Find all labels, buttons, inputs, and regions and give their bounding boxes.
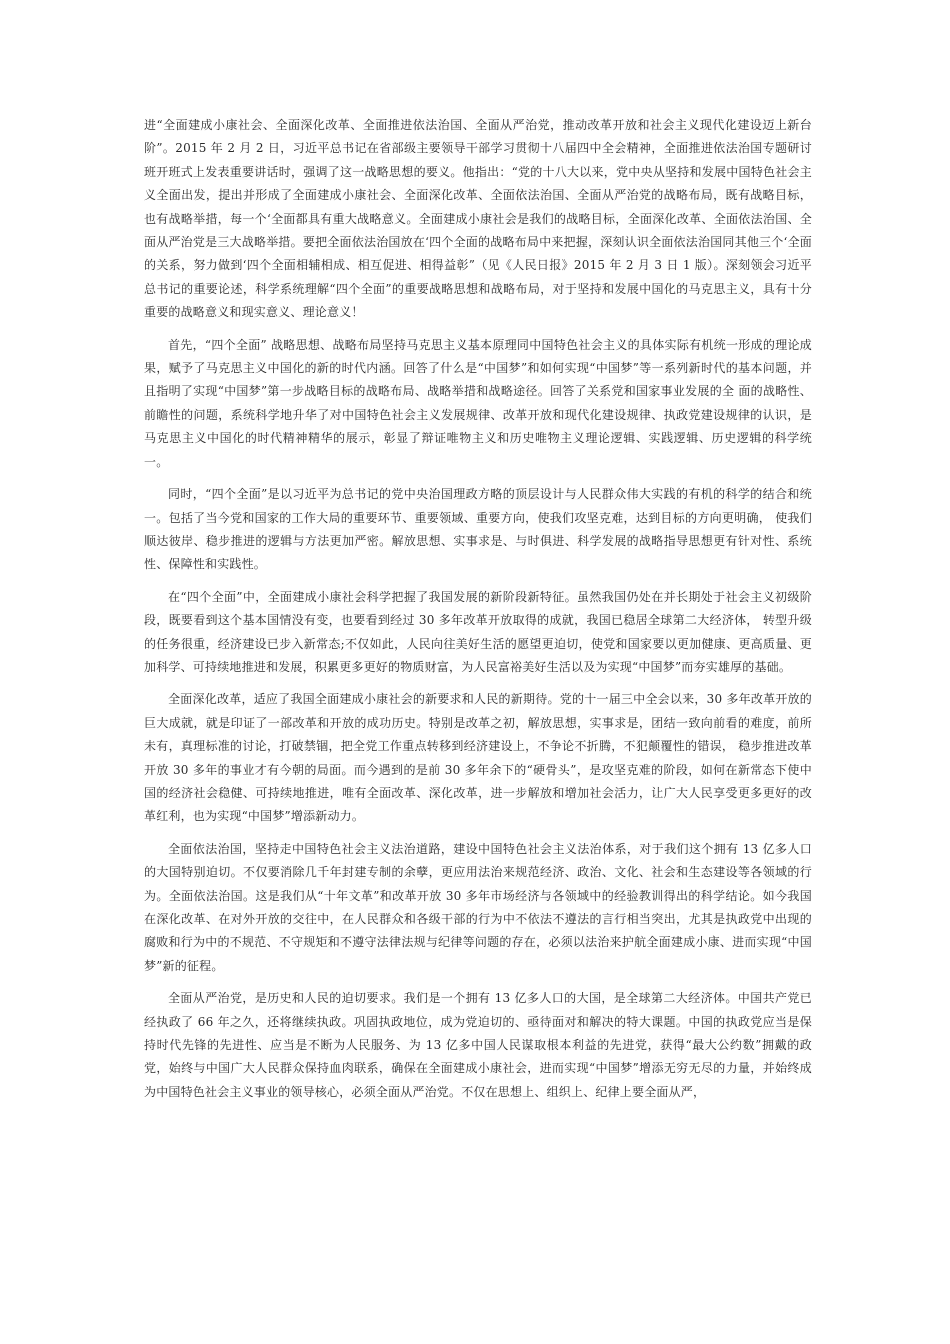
- paragraph-party-governance: 全面从严治党，是历史和人民的迫切要求。我们是一个拥有 13 亿多人口的大国，是全球第二大经济体。中国共产党已经执政了 66 年之久，还将继续执政。巩固执政地位，成为党迫切的、亟待面对和解决的特大课题。中国的执政党应当是保持时代先锋的先进性、应当是不断为人民服务、为 13 亿多中国人民谋取根本利益的先进党，获得“最大公约数”拥戴的政党，始终与中国广大人民群众保持血肉联系，确保在全面建成小康社会，进而实现“中国梦”增添无穷无尽的力量，并始终成为中国特色社会主义事业的领导核心，必须全面从严治党。不仅在思想上、组织上、纪律上要全面从严，: [144, 991, 812, 1099]
- paragraph-first-point: 首先，“四个全面” 战略思想、战略布局坚持马克思主义基本原理同中国特色社会主义的具体实际有机统一形成的理论成果，赋予了马克思主义中国化的新的时代内涵。回答了什么是“中国梦”和如何实现“中国梦”等一系列新时代的基本问题，并且指明了实现“中国梦”第一步战略目标的战略布局、战略举措和战略途径。回答了关系党和国家事业发展的全 面的战略性、前瞻性的问题，系统科学地升华了对中国特色社会主义发展规律、改革开放和现代化建设规律、执政党建设规律的认识，是马克思主义中国化的时代精神精华的展示，彰显了辩证唯物主义和历史唯物主义理论逻辑、实践逻辑、历史逻辑的科学统一。: [144, 337, 812, 469]
- paragraph-moderately-prosperous-society: 在“四个全面”中，全面建成小康社会科学把握了我国发展的新阶段新特征。虽然我国仍处在并长期处于社会主义初级阶段，既要看到这个基本国情没有变，也要看到经过 30 多年改革开放取得的成就，我国已稳居全球第二大经济体， 转型升级的任务很重，经济建设已步入新常态;不仅如此，人民向往美好生活的愿望更迫切，使党和国家要以更加健康、更高质量、更加科学、可持续地推进和发展，积累更多更好的物质财富，为人民富裕美好生活以及为实现“中国梦”而夯实雄厚的基础。: [144, 589, 812, 674]
- paragraph-rule-of-law: 全面依法治国，坚持走中国特色社会主义法治道路，建设中国特色社会主义法治体系，对于我们这个拥有 13 亿多人口的大国特别迫切。不仅要消除几千年封建专制的余孽，更应用法治来规范经济、政治、文化、社会和生态建设等各领域的行为。全面依法治国。这是我们从“十年文革”和改革开放 30 多年市场经济与各领域中的经验教训得出的科学结论。如今我国在深化改革、在对外开放的交往中，在人民群众和各级干部的行为中不依法不遵法的言行相当突出，尤其是执政党中出现的腐败和行为中的不规范、不守规矩和不遵守法律法规与纪律等问题的存在，必须以法治来护航全面建成小康、进而实现“中国梦”新的征程。: [144, 841, 812, 973]
- paragraph-deepening-reform: 全面深化改革，适应了我国全面建成小康社会的新要求和人民的新期待。党的十一届三中全会以来，30 多年改革开放的巨大成就，就是印证了一部改革和开放的成功历史。特别是改革之初，解放思想，实事求是，团结一致向前看的难度，前所未有，真理标准的讨论，打破禁锢，把全党工作重点转移到经济建设上，不争论不折腾，不犯颠覆性的错误， 稳步推进改革开放 30 多年的事业才有今朝的局面。而今遇到的是前 30 多年余下的“硬骨头”，是攻坚克难的阶段，如何在新常态下使中国的经济社会稳健、可持续地推进，唯有全面改革、深化改革，进一步解放和增加社会活力，让广大人民享受更多更好的改革红利，也为实现“中国梦”增添新动力。: [144, 692, 812, 824]
- document-body: [144, 114, 812, 1113]
- paragraph-top-level-design: 同时，“四个全面”是以习近平为总书记的党中央治国理政方略的顶层设计与人民群众伟大实践的有机的科学的结合和统一。包括了当今党和国家的工作大局的重要环节、重要领域、重要方向，使我们攻坚克难，达到目标的方向更明确， 使我们顺达彼岸、稳步推进的逻辑与方法更加严密。解放思想、实事求是、与时俱进、科学发展的战略指导思想更有针对性、系统性、保障性和实践性。: [144, 487, 812, 572]
- paragraph-continuation: 进“全面建成小康社会、全面深化改革、全面推进依法治国、全面从严治党，推动改革开放和社会主义现代化建设迈上新台阶”。2015 年 2 月 2 日，习近平总书记在省部级主要领导干部学习贯彻十八届四中全会精神，全面推进依法治国专题研讨班开班式上发表重要讲话时，强调了这一战略思想的要义。他指出：“党的十八大以来，党中央从坚持和发展中国特色社会主义全面出发，提出并形成了全面建成小康社会、全面深化改革、全面依法治国、全面从严治党的战略布局，既有战略目标，也有战略举措，每一个‘全面都具有重大战略意义。全面建成小康社会是我们的战略目标，全面深化改革、全面依法治国、全面从严治党是三大战略举措。要把全面依法治国放在‘四个全面的战略布局中来把握，深刻认识全面依法治国同其他三个‘全面的关系，努力做到‘四个全面相辅相成、相互促进、相得益彰”（见《人民日报》2015 年 2 月 3 日 1 版）。深刻领会习近平总书记的重要论述，科学系统理解“四个全面”的重要战略思想和战略布局，对于坚持和发展中国化的马克思主义，具有十分重要的战略意义和现实意义、理论意义！: [144, 118, 812, 320]
